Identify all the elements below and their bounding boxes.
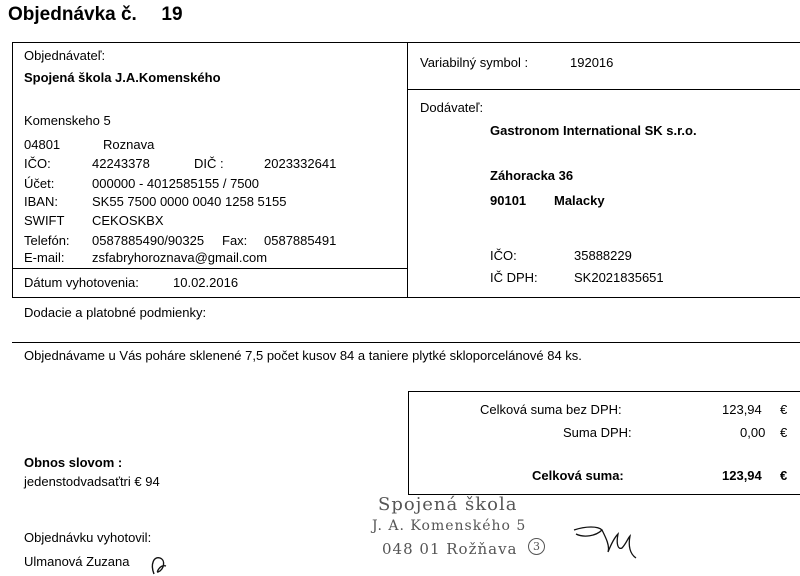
supplier-ico: 35888229 [574,248,632,263]
orderer-fax: 0587885491 [264,233,337,248]
orderer-city: Roznava [103,137,155,152]
vat-value: 0,00 [740,425,766,440]
prepared-by-name: Ulmanová Zuzana [24,554,130,569]
orderer-dic-label: DIČ : [194,156,224,171]
without-vat-currency: € [780,402,788,417]
order-number: 19 [161,4,183,25]
orderer-email-label: E-mail: [24,250,65,265]
supplier-icdph: SK2021835651 [574,270,664,285]
variable-symbol-value: 192016 [570,55,614,70]
page-title [8,4,183,26]
orderer-dic: 2023332641 [264,156,337,171]
orderer-name: Spojená škola J.A.Komenského [24,70,221,85]
signature-initials-icon [148,552,172,576]
vat-label: Suma DPH: [563,425,632,440]
stamp-mark: 3 [528,538,545,555]
date-label: Dátum vyhotovenia: [24,275,139,290]
supplier-city: Malacky [554,193,605,208]
orderer-ico: 42243378 [92,156,150,171]
signature-icon [572,518,642,562]
variable-symbol-label: Variabilný symbol : [420,55,529,70]
stamp-line-1: Spojená škola [378,494,518,515]
vat-currency: € [780,425,788,440]
date-value: 10.02.2016 [173,275,239,290]
orderer-iban-label: IBAN: [24,194,58,209]
supplier-label: Dodávateľ: [420,100,484,115]
orderer-swift-label: SWIFT [24,213,65,228]
orderer-label: Objednávateľ: [24,48,106,63]
orderer-email[interactable]: zsfabryhoroznava@gmail.com [92,250,268,265]
order-text: Objednávame u Vás poháre sklenené 7,5 počet kusov 84 a taniere plytké skloporcelánové 84 ks. [24,348,582,363]
total-value: 123,94 [722,468,762,483]
orderer-swift: CEKOSKBX [92,213,164,228]
column-divider [407,42,408,298]
orderer-fax-label: Fax: [222,233,248,248]
supplier-ico-label: IČO: [490,248,517,263]
title-label: Objednávka č. [8,4,137,25]
supplier-name: Gastronom International SK s.r.o. [490,123,697,138]
supplier-street: Záhoracka 36 [490,168,574,183]
orderer-account-label: Účet: [24,176,55,191]
orderer-street: Komenskeho 5 [24,113,111,128]
orderer-phone-label: Telefón: [24,233,70,248]
terms-divider [12,342,800,343]
total-label: Celková suma: [532,468,624,483]
date-divider [12,268,408,269]
without-vat-value: 123,94 [722,402,762,417]
without-vat-label: Celková suma bez DPH: [480,402,622,417]
orderer-phone: 0587885490/90325 [92,233,205,248]
prepared-by-label: Objednávku vyhotovil: [24,530,152,545]
orderer-iban: SK55 7500 0000 0040 1258 5155 [92,194,287,209]
total-currency: € [780,468,788,483]
terms-label: Dodacie a platobné podmienky: [24,305,207,320]
supplier-zip: 90101 [490,193,527,208]
in-words-value: jedenstodvadsaťtri € 94 [24,474,160,489]
symbol-divider [407,89,800,90]
orderer-ico-label: IČO: [24,156,51,171]
orderer-account: 000000 - 4012585155 / 7500 [92,176,259,191]
supplier-icdph-label: IČ DPH: [490,270,538,285]
orderer-zip: 04801 [24,137,61,152]
stamp-line-2: J. A. Komenského 5 [372,518,527,534]
in-words-label: Obnos slovom : [24,455,123,470]
stamp-line-3: 048 01 Rožňava [382,540,518,558]
